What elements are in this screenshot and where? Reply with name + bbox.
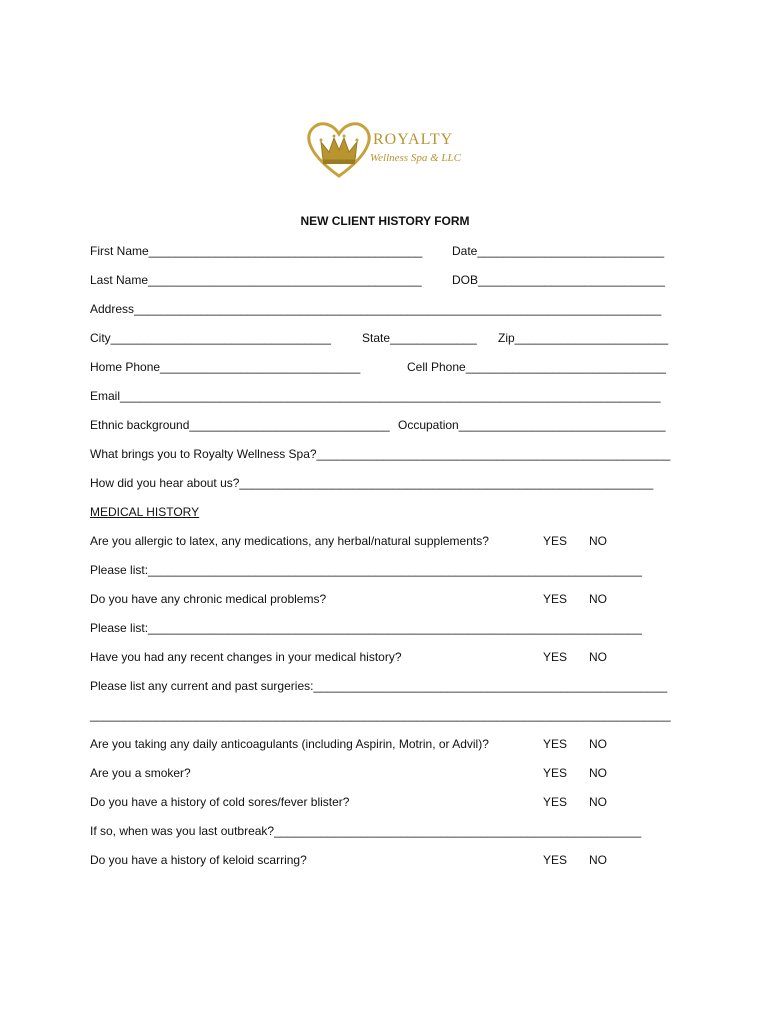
yes-option[interactable]: YES (543, 534, 568, 548)
city-field[interactable]: City_________________________________ (90, 331, 331, 345)
please-list-field[interactable]: Please list:__________________________________________________________________________ (90, 621, 642, 635)
home-phone-field[interactable]: Home Phone______________________________ (90, 360, 361, 374)
yes-option[interactable]: YES (543, 737, 568, 751)
yes-option[interactable]: YES (543, 766, 568, 780)
first-name-field[interactable]: First Name_________________________________________ (90, 244, 423, 258)
form-title: NEW CLIENT HISTORY FORM (300, 214, 470, 228)
cell-phone-field[interactable]: Cell Phone______________________________ (407, 360, 666, 374)
dob-field[interactable]: DOB____________________________ (452, 273, 665, 287)
address-field[interactable]: Address_______________________________________________________________________________ (90, 302, 662, 316)
no-option[interactable]: NO (589, 592, 607, 606)
question-anticoagulants: Are you taking any daily anticoagulants (including Aspirin, Motrin, or Advil)? (90, 737, 489, 751)
surgeries-field-line2[interactable]: _______________________________________________________________________________________ (90, 708, 671, 722)
question-keloid: Do you have a history of keloid scarring? (90, 853, 307, 867)
no-option[interactable]: NO (589, 795, 607, 809)
question-smoker: Are you a smoker? (90, 766, 191, 780)
question-recent-changes: Have you had any recent changes in your medical history? (90, 650, 402, 664)
occupation-field[interactable]: Occupation_______________________________ (398, 418, 666, 432)
no-option[interactable]: NO (589, 650, 607, 664)
state-field[interactable]: State_____________ (362, 331, 477, 345)
what-brings-field[interactable]: What brings you to Royalty Wellness Spa?_____________________________________________________ (90, 447, 671, 461)
yes-option[interactable]: YES (543, 592, 568, 606)
no-option[interactable]: NO (589, 534, 607, 548)
medical-history-heading: MEDICAL HISTORY (90, 505, 200, 519)
brand-name: ROYALTY (373, 131, 454, 148)
question-allergic: Are you allergic to latex, any medications, any herbal/natural supplements? (90, 534, 489, 548)
yes-option[interactable]: YES (543, 853, 568, 867)
ethnic-background-field[interactable]: Ethnic background______________________________ (90, 418, 390, 432)
question-cold-sores: Do you have a history of cold sores/fever blister? (90, 795, 350, 809)
yes-option[interactable]: YES (543, 795, 568, 809)
zip-field[interactable]: Zip_______________________ (498, 331, 669, 345)
email-field[interactable]: Email_________________________________________________________________________________ (90, 389, 661, 403)
no-option[interactable]: NO (589, 766, 607, 780)
no-option[interactable]: NO (589, 853, 607, 867)
last-outbreak-field[interactable]: If so, when was you last outbreak?_______________________________________________________ (90, 824, 642, 838)
how-hear-field[interactable]: How did you hear about us?______________________________________________________________ (90, 476, 654, 490)
brand-subtitle: Wellness Spa & LLC (370, 152, 461, 164)
no-option[interactable]: NO (589, 737, 607, 751)
please-list-field[interactable]: Please list:__________________________________________________________________________ (90, 563, 642, 577)
question-chronic: Do you have any chronic medical problems? (90, 592, 327, 606)
last-name-field[interactable]: Last Name_________________________________________ (90, 273, 422, 287)
surgeries-field[interactable]: Please list any current and past surgeries:_____________________________________________________ (90, 679, 668, 693)
date-field[interactable]: Date____________________________ (452, 244, 665, 258)
yes-option[interactable]: YES (543, 650, 568, 664)
